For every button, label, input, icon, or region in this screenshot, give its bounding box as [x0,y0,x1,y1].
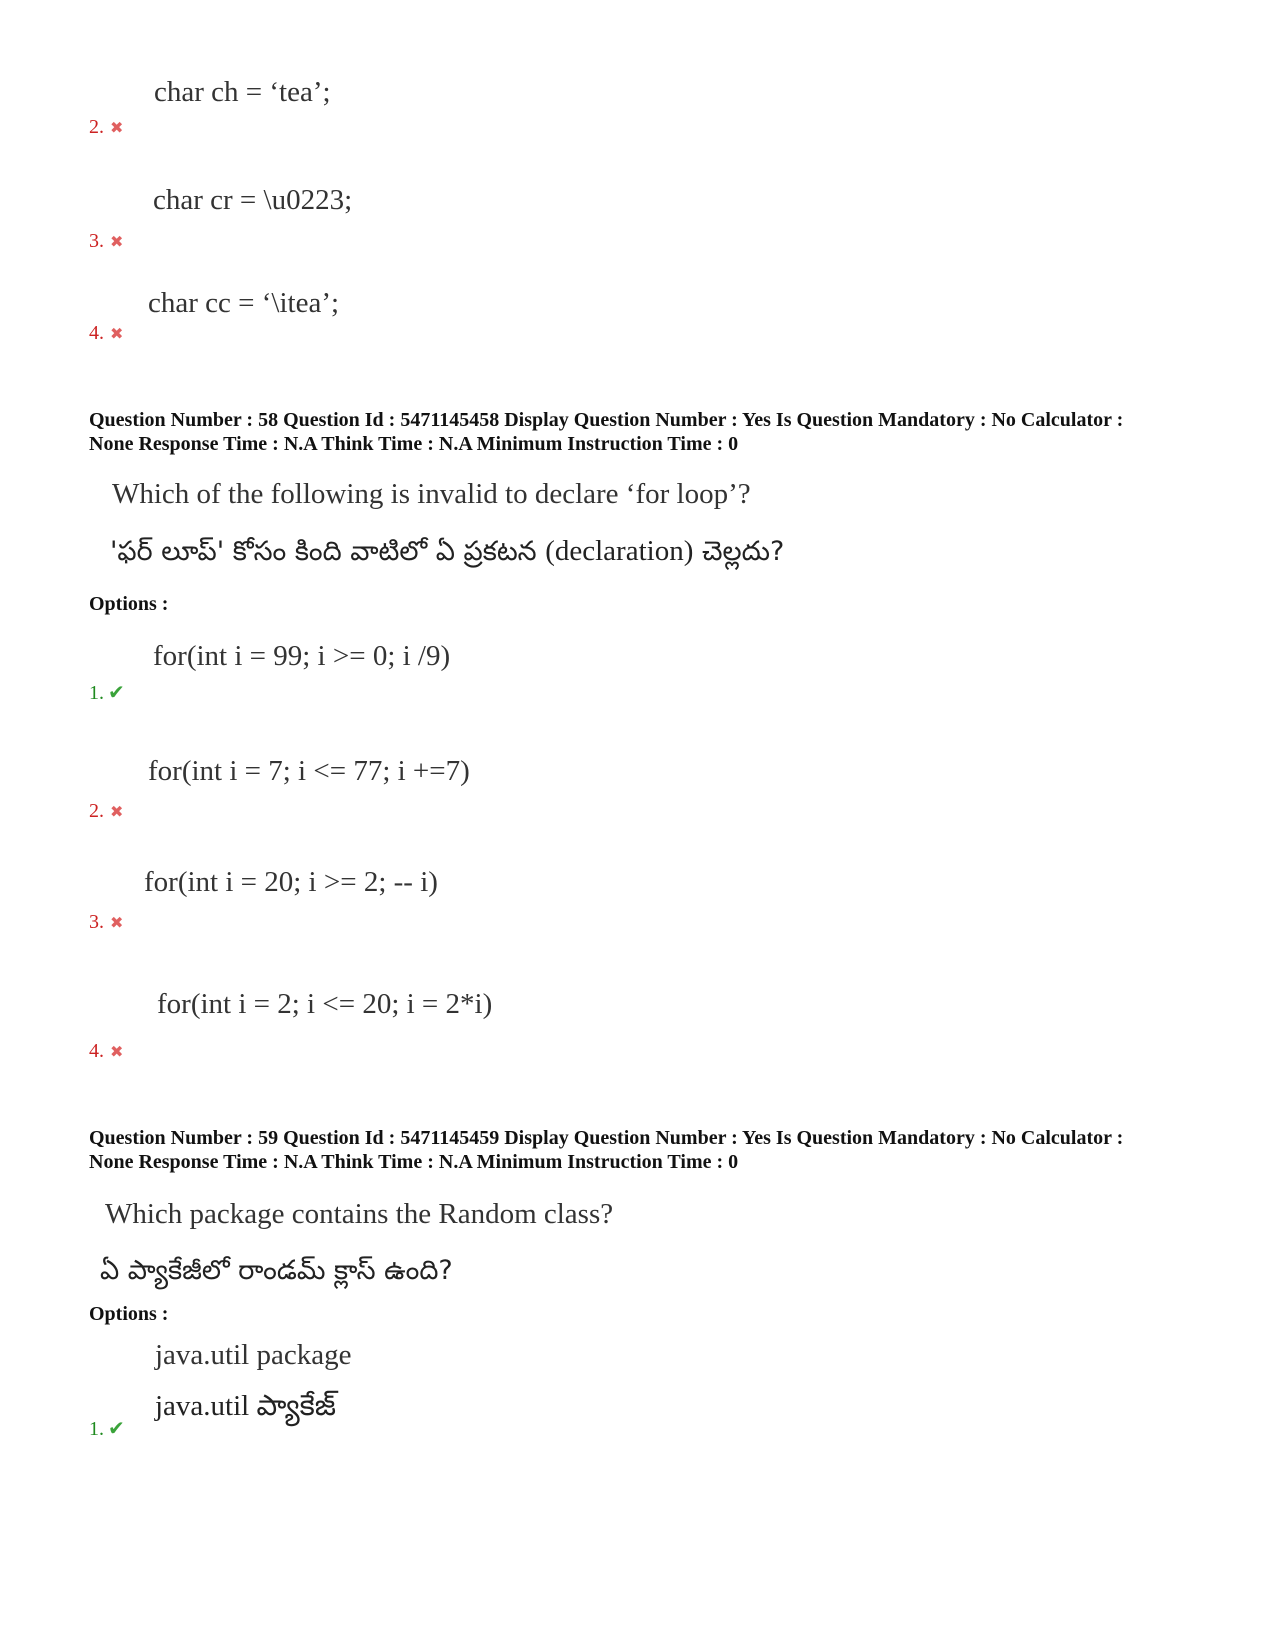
q58-option-1-code: for(int i = 99; i >= 0; i /9) [153,640,451,672]
wrong-icon: ✖ [110,1042,124,1061]
option-2-code: char ch = ‘tea’; [154,76,331,108]
question-te-part2: చెల్లదు? [693,536,785,567]
option-te-text: java.util ప్యాకేజ్ [155,1390,336,1422]
q58-option-3-marker [89,911,123,934]
option-number: 4. [89,1040,104,1062]
question-58-text-en: Which of the following is invalid to declare ‘for loop’? [112,478,751,510]
meta-line-1: Question Number : 58 Question Id : 5471145458 Display Question Number : Yes Is Question Mandatory : No Calculator : [89,409,1124,431]
q58-option-4-code: for(int i = 2; i <= 20; i = 2*i) [157,988,493,1020]
q58-option-2-code: for(int i = 7; i <= 77; i +=7) [148,755,470,787]
option-4-marker [89,322,123,345]
option-3-marker [89,230,123,253]
meta-line-2: None Response Time : N.A Think Time : N.A Minimum Instruction Time : 0 [89,1151,739,1173]
q59-option-1-text-te [155,1390,336,1430]
question-59-text-te: ఏ ప్యాకేజీలో రాండమ్ క్లాస్ ఉంది? [100,1255,453,1286]
q59-option-1-marker [89,1416,125,1441]
question-58-text-te [110,535,784,574]
option-number: 2. [89,800,104,822]
question-59-meta [89,1126,1123,1174]
wrong-icon: ✖ [110,232,124,251]
question-te-part1: 'ఫర్ లూప్' కోసం కింది వాటిలో ఏ ప్రకటన [110,536,546,567]
option-number: 3. [89,911,104,933]
wrong-icon: ✖ [110,802,124,821]
q58-option-2-marker [89,800,123,823]
question-te-english-term: (declaration) [545,535,694,567]
wrong-icon: ✖ [110,913,124,932]
option-number: 2. [89,116,104,138]
wrong-icon: ✖ [110,118,124,137]
option-2-marker [89,116,123,139]
option-4-code: char cc = ‘\itea’; [148,287,340,319]
option-number: 1. [89,682,104,704]
check-icon: ✔ [108,680,125,704]
question-59-text-en: Which package contains the Random class? [105,1198,614,1230]
option-3-code: char cr = \u0223; [153,184,353,216]
check-icon: ✔ [108,1416,125,1440]
q58-option-1-marker [89,680,125,705]
meta-line-1: Question Number : 59 Question Id : 5471145459 Display Question Number : Yes Is Question Mandatory : No Calculator : [89,1127,1124,1149]
option-number: 4. [89,322,104,344]
wrong-icon: ✖ [110,324,124,343]
options-label: Options : [89,1303,169,1325]
q58-option-3-code: for(int i = 20; i >= 2; -- i) [144,866,438,898]
q58-option-4-marker [89,1040,123,1063]
q59-option-1-text-en: java.util package [155,1339,352,1371]
option-number: 1. [89,1418,104,1440]
question-58-meta [89,408,1123,456]
options-label: Options : [89,593,169,615]
meta-line-2: None Response Time : N.A Think Time : N.A Minimum Instruction Time : 0 [89,433,739,455]
option-number: 3. [89,230,104,252]
